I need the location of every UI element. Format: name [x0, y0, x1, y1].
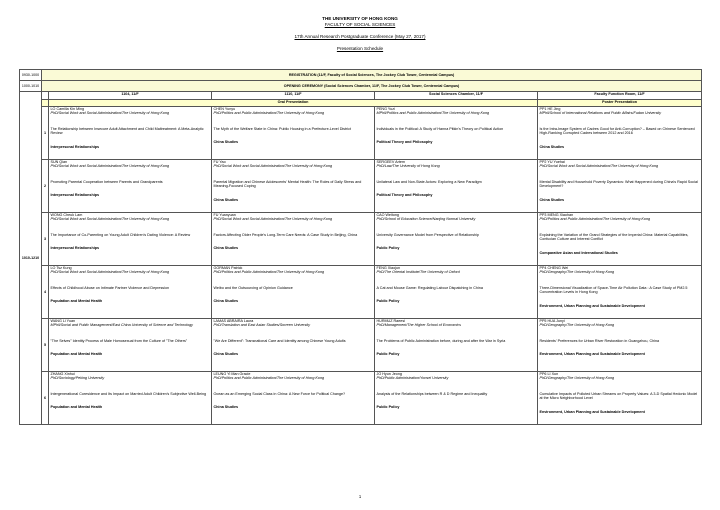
presenter-affiliation: PhD/Management/The Higher School of Economics [376, 323, 461, 328]
presenter-affiliation: PhD/Politics and Public Administration/The University of Hong Kong [213, 111, 325, 116]
presentation-title: Residents' Preferences for Urban River Restoration in Guangzhou, China [539, 338, 660, 343]
presentation-title: Analysis of the Relationships between R & D Regime and Inequality [376, 391, 488, 396]
opening-text: OPENING CEREMONY (Social Sciences Chamber, 11/F, The Jockey Club Tower, Centennial Campus) [42, 81, 702, 92]
presenter-name: PP1 HE Jing [539, 107, 561, 111]
page-number: 1 [358, 494, 362, 499]
presenter-name: PP6 LI Xun [539, 372, 559, 376]
row-number: 4 [42, 266, 49, 319]
room-1110: 1110, 11/F [212, 92, 375, 100]
presentation-cell [49, 266, 212, 319]
registration-row [20, 70, 702, 81]
presenter-name: LO Camilla Kin Ming [50, 107, 85, 111]
presentation-cell [212, 160, 375, 213]
presenter-name: PP5 HUA Junyi [539, 319, 565, 323]
presentation-cell [49, 160, 212, 213]
presentation-cell [375, 319, 538, 372]
presentation-title: "The Selves" Identity Process of Male Homosexual from the Culture of "The Others" [50, 338, 188, 343]
presentation-cell [212, 107, 375, 160]
presentation-category: Environment, Urban Planning and Sustainable Development [539, 303, 645, 308]
presenter-name: GORMAN Patrick [213, 266, 243, 270]
presenter-name: WANG Li Yuan [50, 319, 76, 323]
presenter-affiliation: PhD/Politics and Public Administration/The University of Hong Kong [213, 376, 325, 381]
presenter-name: PENG Yuzi [376, 107, 395, 111]
presentation-title: Is the Intra-Image System of Cadres Good for Anti-Corruption? – Based on Chinese Sentenced High-Ranking Corrupted Cadres between 2012 and 2016 [539, 126, 695, 136]
presentation-cell [212, 266, 375, 319]
presentation-category: Environment, Urban Planning and Sustainable Development [539, 352, 645, 357]
presenter-affiliation: PhD/Public Administration/Yonsei University [376, 376, 449, 381]
presentation-category: China Studies [213, 405, 239, 410]
presentation-category: Interpersonal Relationships [50, 193, 100, 198]
presenter-affiliation: PhD/Politics and Public Administration/The University of Hong Kong [213, 270, 325, 275]
presentation-category: China Studies [539, 144, 565, 149]
presenter-name: PP3 MENG Xiaohan [539, 213, 574, 217]
presentation-category: Interpersonal Relationships [50, 246, 100, 251]
presentation-row [20, 266, 702, 319]
schedule-table [19, 69, 702, 425]
university-title: THE UNIVERSITY OF HONG KONG [322, 16, 398, 21]
row-number: 1 [42, 107, 49, 160]
poster-presentation-label: Poster Presentation [538, 100, 702, 107]
presentation-category: Population and Mental Health [50, 352, 103, 357]
presentation-title: Three-Dimensional Visualization of Space-Time Air Pollution Data : A Case Study of PM2.5 Concentration Levels in Hong Kong [539, 285, 688, 295]
presenter-affiliation: PhD/Translation and East Asian Studies/Sorreen University [213, 323, 311, 328]
presentation-cell [49, 213, 212, 266]
presentation-row [20, 160, 702, 213]
presentation-row [20, 107, 702, 160]
presentation-category: China Studies [213, 246, 239, 251]
presenter-name: CAO Weitong [376, 213, 399, 217]
presentation-cell [538, 372, 702, 425]
presentation-category: Political Theory and Philosophy [376, 193, 433, 198]
presentation-category: Public Policy [376, 405, 400, 410]
presentation-cell [538, 319, 702, 372]
room-1104: 1104, 11/F [49, 92, 212, 100]
presenter-affiliation: MPhil/School of International Relations and Public Affairs/Fudan University [539, 111, 662, 116]
presentation-title: University Governance Model from Perspective of Relationship [376, 232, 479, 237]
presentation-row [20, 372, 702, 425]
presenter-affiliation: PhD/Politics and Public Administration/The University of Hong Kong [539, 217, 651, 222]
row-number: 5 [42, 319, 49, 372]
row-number: 2 [42, 160, 49, 213]
presentation-title: Cumulative Impacts of Polluted Urban Streams on Property Values: A 3-D Spatial Hedonic Model at the Micro Neighborhood Level [539, 391, 698, 401]
presenter-affiliation: PhD/Social Work and Social Administration/The University of Hong Kong [50, 164, 170, 169]
presenter-name: HURMUZ Raeesi [376, 319, 405, 323]
presentation-cell [212, 372, 375, 425]
opening-time: 1000-1010 [20, 81, 42, 92]
presentation-cell [49, 107, 212, 160]
presentation-cell [375, 107, 538, 160]
presenter-name: SUN Qian [50, 160, 68, 164]
presenter-affiliation: PhD/Social Work and Social Administration/The University of Hong Kong [50, 270, 170, 275]
presenter-affiliation: MPhil/Social and Public Management/East China University of Science and Technology [50, 323, 194, 328]
presentation-cell [375, 266, 538, 319]
presentation-title: Effects of Childhood Abuse on Intimate Partner Violence and Depression [50, 285, 170, 290]
presentation-category: Political Theory and Philosophy [376, 140, 433, 145]
presenter-affiliation: PhD/Social Work and Social Administration/The University of Hong Kong [50, 217, 170, 222]
presenter-name: FENG Xiaojun [376, 266, 401, 270]
presentation-title: Explaining the Variation of the Grand Strategies of the Imperial China: Material Capabilities, Confucian Culture and Interest Conflict [539, 232, 689, 242]
presentation-row [20, 319, 702, 372]
presenter-affiliation: PhD/Social Work and Social Administration/The University of Hong Kong [539, 164, 659, 169]
presenter-affiliation: PhD/Geography/The University of Hong Kong [539, 323, 615, 328]
presentation-title: Weibo and the Outsourcing of Opinion Guidance [213, 285, 293, 290]
registration-time: 0930-1000 [20, 70, 42, 81]
presenter-affiliation: PhD/The Oriental Institute/The University of Oxford [376, 270, 460, 275]
presenter-name: LAMAS ABRAIRA Laura [213, 319, 254, 323]
presenter-affiliation: PhD/Sociology/Peking University [50, 376, 105, 381]
oral-presentation-label: Oral Presentation [49, 100, 538, 107]
presenter-affiliation: PhD/Social Work and Social Administration/The University of Hong Kong [213, 164, 333, 169]
presentation-cell [538, 213, 702, 266]
presentation-title: Parental Migration and Chinese Adolescents' Mental Health: The Roles of Daily Stress and Meaning-Focused Coping [213, 179, 362, 189]
presentation-title: Factors Affecting Older People's Long-Term Care Needs: A Case Study in Beijing, China [213, 232, 358, 237]
presentation-title: The Myth of the Welfare State in China: Public Housing in a Prefecture-Level District [213, 126, 351, 131]
presentation-cell [49, 319, 212, 372]
presentation-category: Public Policy [376, 299, 400, 304]
presentation-cell [538, 266, 702, 319]
presenter-name: LEUNG Yi Man Gracie [213, 372, 251, 376]
presentation-title: Unilateral Law and Non-State Actors: Exploring a New Paradigm [376, 179, 482, 184]
presentation-category: Interpersonal Relationships [50, 144, 100, 149]
conference-title: 17th Annual Research Postgraduate Conference (May 27, 2017) [294, 34, 426, 39]
presentation-category: Population and Mental Health [50, 299, 103, 304]
presenter-name: PP2 YU Yuehai [539, 160, 565, 164]
presentation-title: Mental Disability and Household Poverty Dynamics: What Happened during China's Rapid Social Development? [539, 179, 698, 189]
presentation-title: Promoting Parental Cooperation between Parents and Grandparents [50, 179, 163, 184]
room-header-row [20, 92, 702, 100]
presentation-category: Population and Mental Health [50, 405, 103, 410]
presentation-cell [375, 213, 538, 266]
presentation-title: The Problems of Public Administration before, during and after the War in Syria [376, 338, 506, 343]
presenter-affiliation: PhD/Law/The University of Hong Kong [376, 164, 440, 169]
row-number: 3 [42, 213, 49, 266]
presentation-cell [538, 107, 702, 160]
presenter-affiliation: PhD/Geography/The University of Hong Kong [539, 270, 615, 275]
opening-row [20, 81, 702, 92]
presenter-name: JO Hyun Jeong [376, 372, 402, 376]
presentation-category: Public Policy [376, 246, 400, 251]
presentation-title: The Importance of Co-Parenting on Young Adult Children's Dating Violence: A Review [50, 232, 191, 237]
presentation-title: Intergenerational Coresidence and Its Impact on Married Adult Children's Subjective Well-Being [50, 391, 207, 396]
presenter-affiliation: PhD/School of Education Science/Nanjing Normal University [376, 217, 476, 222]
presentation-title: The Relationship between Insecure Adult Attachment and Child Maltreatment: A Meta-Analytic Review [50, 126, 204, 136]
presenter-name: FU Yuanyuan [213, 213, 236, 217]
presenter-affiliation: PhD/Social Work and Social Administration/The University of Hong Kong [213, 217, 333, 222]
presentation-type-row [20, 100, 702, 107]
presenter-name: LO Tsz Kung [50, 266, 72, 270]
presentation-category: China Studies [213, 299, 239, 304]
room-social-sciences-chamber: Social Sciences Chamber, 11/F [375, 92, 538, 100]
presenter-affiliation: PhD/Geography/The University of Hong Kong [539, 376, 615, 381]
presentation-category: China Studies [539, 197, 565, 202]
presentation-category: Public Policy [376, 352, 400, 357]
presentation-cell [375, 160, 538, 213]
presentation-cell [212, 213, 375, 266]
presenter-affiliation: MPhil/Politics and Public Administration/The University of Hong Kong [376, 111, 490, 116]
presenter-name: WONG Cheuk Lam [50, 213, 83, 217]
registration-text: REGISTRATION (11/F, Faculty of Social Sciences, The Jockey Club Tower, Centennial Campus) [42, 70, 702, 81]
faculty-title: FACULTY OF SOCIAL SCIENCES [324, 22, 396, 27]
presentation-category: China Studies [213, 140, 239, 145]
presentation-title: Ocean as an Emerging Social Class in China: A New Force for Political Change? [213, 391, 346, 396]
presenter-name: SERGEEV Artem [376, 160, 405, 164]
presentation-cell [375, 372, 538, 425]
presenter-name: PP4 CHENG Wei [539, 266, 569, 270]
presentation-row [20, 213, 702, 266]
schedule-title: Presentation Schedule [336, 46, 384, 51]
session-time: 1010-1210 [20, 92, 42, 425]
presenter-name: ZHANG Xinhui [50, 372, 75, 376]
presentation-cell [212, 319, 375, 372]
presentation-cell [49, 372, 212, 425]
presentation-title: "We Are Different": Transnational Care and Identity among Chinese Young Adults [213, 338, 346, 343]
presenter-name: CHEN Yunyu [213, 107, 236, 111]
presentation-title: A Cat and Mouse Game: Regulating Labour Dispatching in China [376, 285, 483, 290]
presentation-category: China Studies [213, 352, 239, 357]
presentation-category: China Studies [213, 197, 239, 202]
presentation-title: Individuals in the Political: A Study of Hanna Pitkin's Theory on Political Action [376, 126, 504, 131]
presenter-affiliation: PhD/Social Work and Social Administration/The University of Hong Kong [50, 111, 170, 116]
presenter-name: FU Yao [213, 160, 226, 164]
presentation-category: Environment, Urban Planning and Sustainable Development [539, 409, 645, 414]
row-number: 6 [42, 372, 49, 425]
presentation-category: Comparative Asian and International Studies [539, 250, 618, 255]
room-faculty-function-room: Faculty Function Room, 11/F [538, 92, 702, 100]
presentation-cell [538, 160, 702, 213]
